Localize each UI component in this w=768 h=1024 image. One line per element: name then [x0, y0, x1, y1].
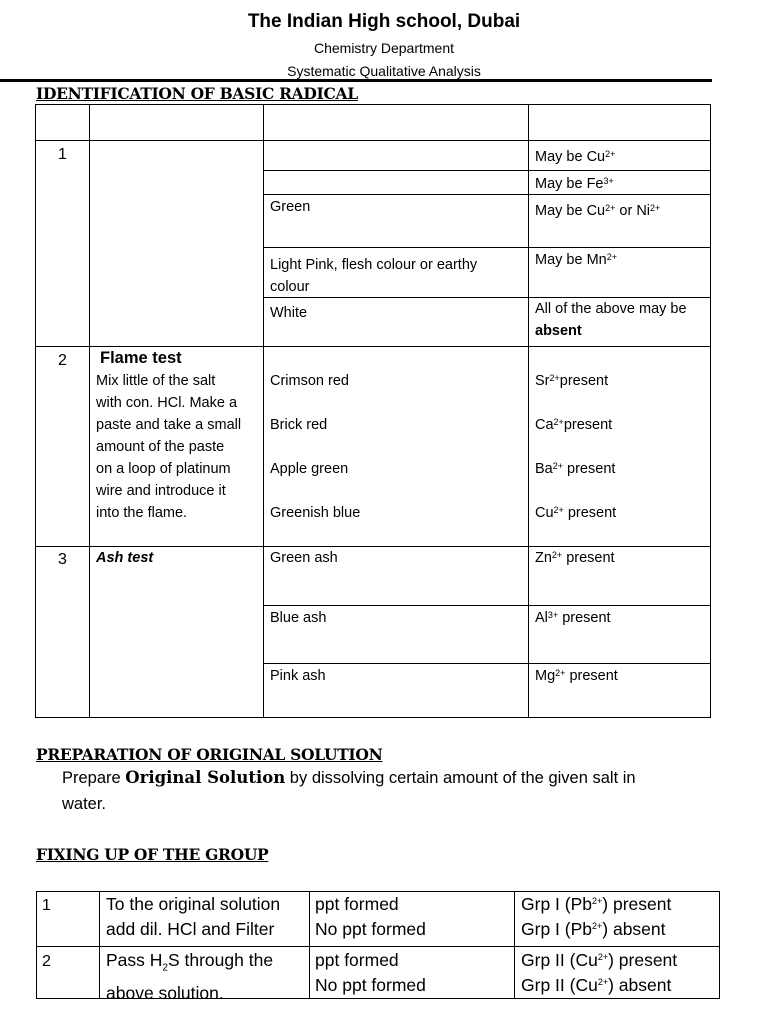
row2-number: 2: [58, 352, 67, 369]
original-solution-heading: PREPARATION OF ORIGINAL SOLUTION: [36, 745, 383, 764]
colour-blue-ash: Blue ash: [270, 610, 327, 626]
group-row1-inference: Grp I $(Pb^{2+})$ present Grp I $(Pb^{2+})$ absent: [521, 894, 672, 939]
department-name: Chemistry Department: [313, 40, 455, 56]
group-row2-observation: ppt formed No ppt formed: [315, 950, 426, 995]
flame-test-title: Flame test: [100, 349, 182, 367]
colour-brick-red: Brick red: [270, 417, 328, 433]
colour-green-ash: Green ash: [270, 550, 338, 566]
colour-white: White: [270, 305, 308, 321]
colour-crimson-red: Crimson red: [270, 373, 349, 389]
inference-absent: All of the above may be absent: [535, 301, 687, 339]
row1-number: 1: [58, 146, 67, 163]
ion-ba: $Ba^{2+}$ present: [535, 461, 616, 477]
colour-greenish-blue: Greenish blue: [270, 505, 361, 521]
ion-zn: $Zn^{2+}$ present: [535, 550, 615, 566]
school-name: The Indian High school, Dubai: [247, 11, 521, 32]
inference-mn: May be $Mn^{2+}$: [535, 252, 617, 268]
colour-light-pink: Light Pink, flesh colour or earthy colour: [270, 257, 478, 295]
basic-radical-heading: IDENTIFICATION OF BASIC RADICAL: [36, 84, 358, 103]
group-row2-experiment: Pass $H_2S$ through the above solution.: [106, 950, 274, 1003]
row3-number: 3: [58, 551, 67, 568]
ion-sr: $Sr^{2+}present$: [535, 373, 609, 389]
group-row2-number: 2: [42, 953, 51, 970]
inference-fe: May be $Fe^{3+}$: [535, 176, 614, 192]
ion-ca: $Ca^{2+}present$: [535, 417, 613, 433]
ion-mg: $Mg^{2+}$ present: [535, 668, 618, 684]
ash-test-title: Ash test: [96, 550, 154, 566]
inference-cu-ni: May be $Cu^{2+}$ or $Ni^{2+}$: [535, 203, 661, 219]
ion-cu: $Cu^{2+}$ present: [535, 505, 617, 521]
group-row1-observation: ppt formed No ppt formed: [315, 894, 426, 939]
colour-apple-green: Apple green: [270, 461, 349, 477]
colour-pink-ash: Pink ash: [270, 668, 326, 684]
ion-al: $Al^{3+}$ present: [535, 610, 611, 626]
group-row2-inference: Grp II $(Cu^{2+})$ present Grp II $(Cu^{2+})$ absent: [521, 950, 678, 995]
header-rule: [0, 79, 712, 82]
group-row1-number: 1: [42, 897, 51, 914]
flame-test-procedure: Mix little of the salt with con. HCl. Make a paste and take a small amount of the paste on a loop of platinum wire and introduce it into the flame.: [96, 373, 242, 521]
fixing-group-heading: FIXING UP OF THE GROUP: [36, 845, 269, 864]
original-solution-text-2: water.: [62, 795, 107, 813]
original-solution-text: Prepare Original Solution by dissolving certain amount of the given salt in: [62, 768, 636, 787]
document-subtitle: Systematic Qualitative Analysis: [287, 63, 481, 79]
colour-green: Green: [270, 199, 311, 215]
inference-cu: May be $Cu^{2+}$: [535, 149, 616, 165]
group-row1-experiment: To the original solution add dil. HCl and Filter: [106, 894, 281, 939]
